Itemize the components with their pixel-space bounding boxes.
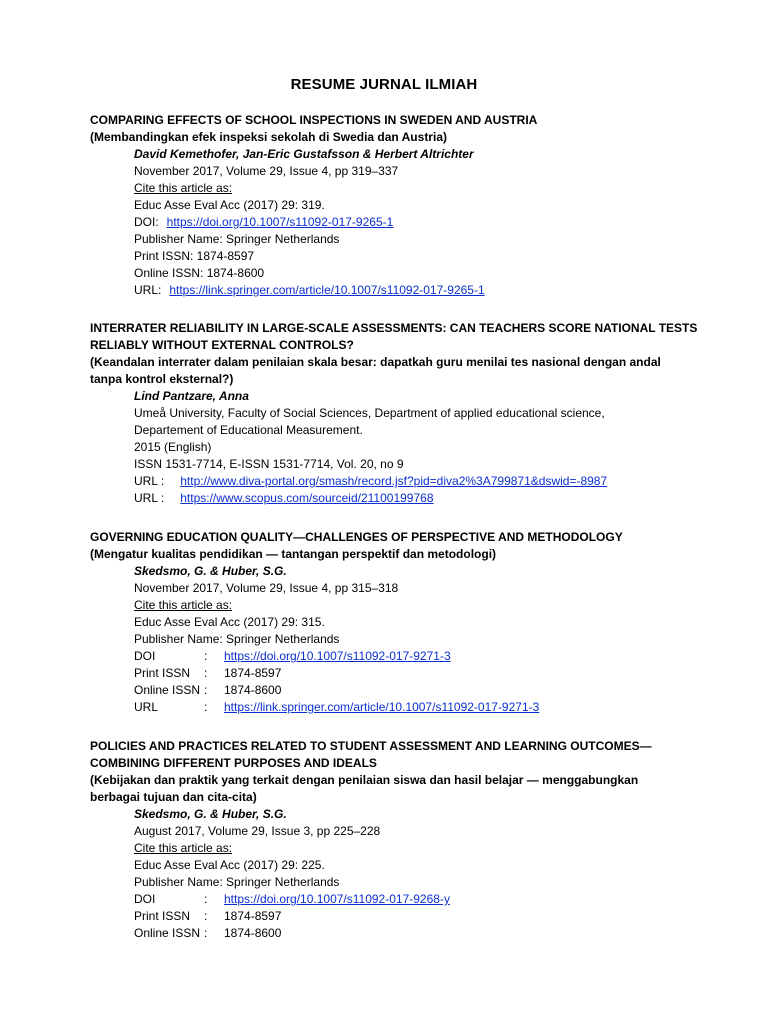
- online-issn-row: [90, 682, 690, 699]
- doi-label: DOI: [134, 892, 156, 906]
- article-title-cont: COMBINING DIFFERENT PURPOSES AND IDEALS: [90, 756, 377, 770]
- article-title: COMPARING EFFECTS OF SCHOOL INSPECTIONS IN SWEDEN AND AUSTRIA: [90, 113, 538, 127]
- url-link[interactable]: https://link.springer.com/article/10.1007/s11092-017-9271-3: [224, 700, 540, 714]
- url-row-2: [90, 490, 690, 507]
- url-row: [90, 699, 690, 716]
- doi-link[interactable]: https://doi.org/10.1007/s11092-017-9265-1: [166, 215, 394, 229]
- article-title-cont: RELIABLY WITHOUT EXTERNAL CONTROLS?: [90, 338, 354, 352]
- online-issn-value: 1874-8600: [224, 683, 282, 697]
- separator: :: [204, 892, 208, 906]
- url-link[interactable]: https://link.springer.com/article/10.1007/s11092-017-9265-1: [169, 283, 485, 297]
- online-issn-row: [90, 925, 690, 942]
- article-issue: August 2017, Volume 29, Issue 3, pp 225–228: [134, 824, 381, 838]
- cite-label: Cite this article as:: [134, 841, 233, 855]
- article-translation: (Kebijakan dan praktik yang terkait dengan penilaian siswa dan hasil belajar — menggabungkan: [90, 773, 639, 787]
- article-authors: Skedsmo, G. & Huber, S.G.: [134, 564, 287, 578]
- doi-link[interactable]: https://doi.org/10.1007/s11092-017-9271-3: [224, 649, 451, 663]
- doi-row: [90, 891, 690, 908]
- separator: :: [204, 683, 208, 697]
- page-title: RESUME JURNAL ILMIAH: [290, 76, 478, 93]
- online-issn-label: Online ISSN: [134, 683, 201, 697]
- article-translation: (Keandalan interrater dalam penilaian skala besar: dapatkah guru menilai tes nasional dengan andal: [90, 355, 661, 369]
- url-row: [90, 282, 690, 299]
- url-row-1: [90, 473, 690, 490]
- article-issue: November 2017, Volume 29, Issue 4, pp 319–337: [134, 164, 399, 178]
- publisher: Publisher Name: Springer Netherlands: [134, 632, 340, 646]
- online-issn-label: Online ISSN: [134, 926, 201, 940]
- affiliation-cont: Departement of Educational Measurement.: [134, 423, 363, 437]
- print-issn-label: Print ISSN: [134, 909, 191, 923]
- doi-row: [90, 648, 690, 665]
- article-translation-cont: berbagai tujuan dan cita-cita): [90, 790, 257, 804]
- doi-label: DOI: [134, 649, 156, 663]
- separator: :: [204, 649, 208, 663]
- online-issn-value: 1874-8600: [224, 926, 282, 940]
- cite-label: Cite this article as:: [134, 598, 233, 612]
- doi-link[interactable]: https://doi.org/10.1007/s11092-017-9268-y: [224, 892, 450, 906]
- citation: Educ Asse Eval Acc (2017) 29: 225.: [134, 858, 325, 872]
- article-authors: David Kemethofer, Jan-Eric Gustafsson & Herbert Altrichter: [134, 147, 474, 161]
- article-issue: November 2017, Volume 29, Issue 4, pp 315–318: [134, 581, 399, 595]
- article-translation: (Membandingkan efek inspeksi sekolah di Swedia dan Austria): [90, 130, 447, 144]
- print-issn-value: 1874-8597: [224, 909, 282, 923]
- article-title: GOVERNING EDUCATION QUALITY—CHALLENGES OF PERSPECTIVE AND METHODOLOGY: [90, 530, 623, 544]
- article-title: INTERRATER RELIABILITY IN LARGE-SCALE ASSESSMENTS: CAN TEACHERS SCORE NATIONAL TESTS: [90, 321, 698, 335]
- print-issn-label: Print ISSN: [134, 666, 191, 680]
- article-year: 2015 (English): [134, 440, 212, 454]
- url-label: URL :: [134, 491, 165, 505]
- article-title: POLICIES AND PRACTICES RELATED TO STUDENT ASSESSMENT AND LEARNING OUTCOMES—: [90, 739, 652, 753]
- publisher: Publisher Name: Springer Netherlands: [134, 232, 340, 246]
- doi-row: [90, 214, 690, 231]
- issn: ISSN 1531-7714, E-ISSN 1531-7714, Vol. 20, no 9: [134, 457, 404, 471]
- article-authors: Lind Pantzare, Anna: [134, 389, 249, 403]
- separator: :: [204, 700, 208, 714]
- doi-label: DOI:: [134, 215, 159, 229]
- separator: :: [204, 926, 208, 940]
- article-translation-cont: tanpa kontrol eksternal?): [90, 372, 234, 386]
- print-issn-row: [90, 665, 690, 682]
- print-issn-value: 1874-8597: [224, 666, 282, 680]
- publisher: Publisher Name: Springer Netherlands: [134, 875, 340, 889]
- url-label: URL: [134, 700, 159, 714]
- affiliation: Umeå University, Faculty of Social Sciences, Department of applied educational science,: [134, 406, 605, 420]
- citation: Educ Asse Eval Acc (2017) 29: 315.: [134, 615, 325, 629]
- url-label: URL :: [134, 474, 165, 488]
- article-translation: (Mengatur kualitas pendidikan — tantangan perspektif dan metodologi): [90, 547, 497, 561]
- cite-label: Cite this article as:: [134, 181, 233, 195]
- url-label: URL:: [134, 283, 162, 297]
- print-issn: Print ISSN: 1874-8597: [134, 249, 255, 263]
- url-link-diva[interactable]: http://www.diva-portal.org/smash/record.jsf?pid=diva2%3A799871&dswid=-8987: [180, 474, 608, 488]
- article-3: [90, 529, 690, 716]
- separator: :: [204, 909, 208, 923]
- article-authors: Skedsmo, G. & Huber, S.G.: [134, 807, 287, 821]
- article-2: [90, 320, 698, 507]
- citation: Educ Asse Eval Acc (2017) 29: 319.: [134, 198, 325, 212]
- online-issn: Online ISSN: 1874-8600: [134, 266, 265, 280]
- print-issn-row: [90, 908, 690, 925]
- article-4: [90, 738, 690, 942]
- article-1: [90, 112, 690, 299]
- url-link-scopus[interactable]: https://www.scopus.com/sourceid/21100199768: [180, 491, 434, 505]
- separator: :: [204, 666, 208, 680]
